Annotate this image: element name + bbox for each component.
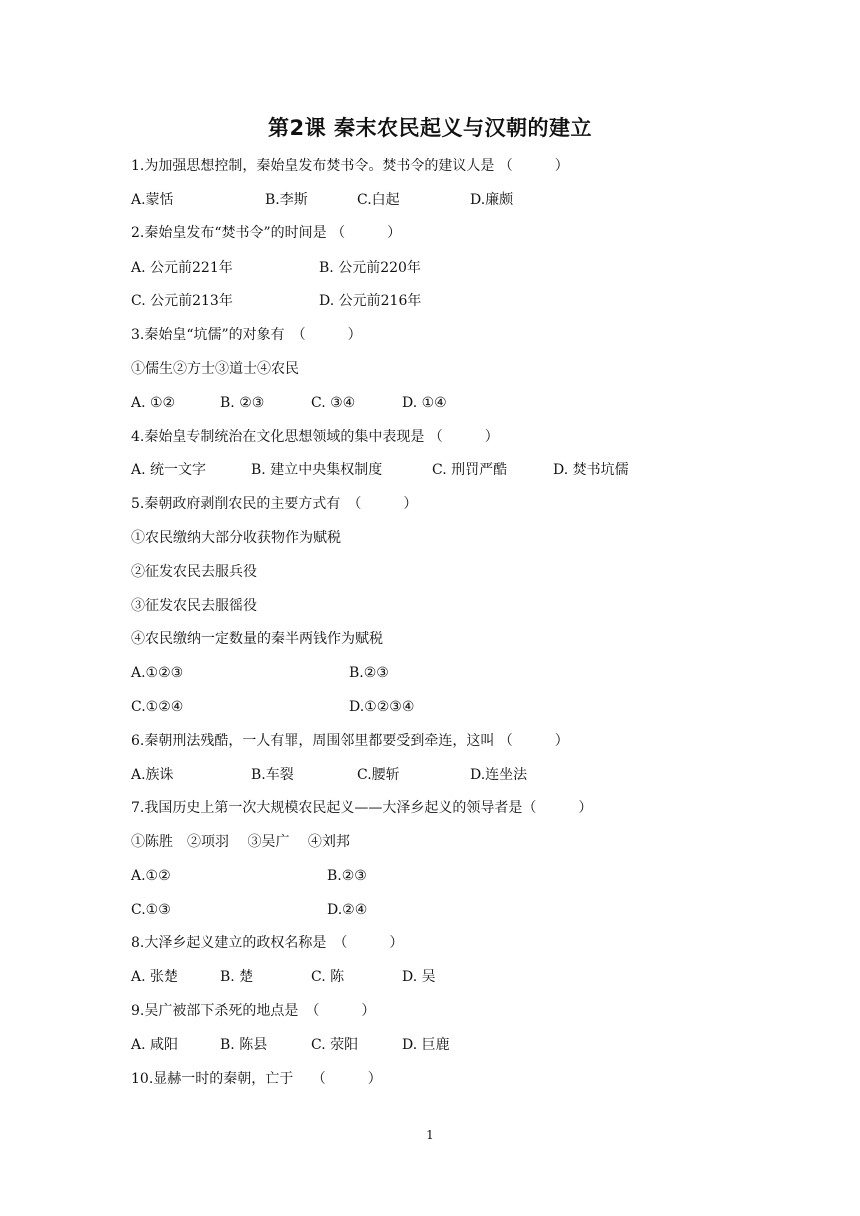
option-a: A. 咸阳 [131,1037,179,1053]
option-d: D. ①④ [402,395,447,411]
option-a: A. ①② [131,395,176,411]
question-5-item-2: ②征发农民去服兵役 [131,564,257,580]
question-4-stem: 4.秦始皇专制统治在文化思想领域的集中表现是 （ ） [131,429,499,445]
option-b: B.②③ [349,665,389,681]
option-c: C.白起 [357,192,400,208]
question-2-options-row-1 [131,257,731,279]
question-7-options-row-2 [131,899,731,921]
question-5-options-row-2 [131,696,731,718]
question-7-item: ①陈胜 ②项羽 ③吴广 ④刘邦 [131,834,350,850]
question-1-stem: 1.为加强思想控制，秦始皇发布焚书令。焚书令的建议人是 （ ） [131,158,569,174]
option-a: A. 统一文字 [131,462,207,478]
option-c: C. 荥阳 [311,1037,359,1053]
option-c: C. ③④ [311,395,356,411]
question-9-stem: 9.吴广被部下杀死的地点是 （ ） [131,1003,376,1019]
question-10-stem: 10.显赫一时的秦朝，亡于 （ ） [131,1071,382,1087]
page-title: 第2课 秦末农民起义与汉朝的建立 [268,116,592,140]
option-a: A.族诛 [131,767,174,783]
question-2-stem: 2.秦始皇发布“焚书令”的时间是 （ ） [131,225,402,241]
question-6-options [131,764,731,786]
option-d: D. 巨鹿 [402,1037,450,1053]
question-4-options [131,459,731,481]
option-d: D.廉颇 [470,192,514,208]
question-3-stem: 3.秦始皇“坑儒”的对象有 （ ） [131,327,362,343]
option-d: D.①②③④ [349,699,415,715]
option-b: B. 楚 [220,969,254,985]
question-6-stem: 6.秦朝刑法残酷，一人有罪，周围邻里都要受到牵连，这叫 （ ） [131,733,569,749]
question-5-stem: 5.秦朝政府剥削农民的主要方式有 （ ） [131,496,418,512]
option-c: C. 公元前213年 [131,293,233,309]
question-8-options [131,966,731,988]
question-3-options [131,392,731,414]
question-7-stem: 7.我国历史上第一次大规模农民起义——大泽乡起义的领导者是（ ） [131,800,593,816]
option-a: A.①②③ [131,665,184,681]
question-5-options-row-1 [131,662,731,684]
option-d: D.②④ [327,902,368,918]
option-b: B.②③ [327,868,367,884]
question-8-stem: 8.大泽乡起义建立的政权名称是 （ ） [131,935,404,951]
option-d: D.连坐法 [470,767,528,783]
option-d: D. 公元前216年 [319,293,422,309]
question-7-options-row-1 [131,865,731,887]
question-3-item: ①儒生②方士③道士④农民 [131,361,299,377]
option-b: B.车裂 [251,767,294,783]
question-5-item-3: ③征发农民去服徭役 [131,598,257,614]
option-a: A. 公元前221年 [131,260,233,276]
option-b: B. ②③ [220,395,265,411]
question-2-options-row-2 [131,290,731,312]
option-d: D. 焚书坑儒 [553,462,629,478]
question-5-item-4: ④农民缴纳一定数量的秦半两钱作为赋税 [131,631,383,647]
option-b: B.李斯 [265,192,308,208]
page-number: 1 [426,1128,434,1142]
option-a: A.①② [131,868,171,884]
option-a: A. 张楚 [131,969,179,985]
option-c: C.①②④ [131,699,184,715]
option-b: B. 陈县 [220,1037,268,1053]
question-9-options [131,1034,731,1056]
option-c: C.腰斩 [357,767,400,783]
option-c: C. 陈 [311,969,345,985]
option-d: D. 吴 [402,969,436,985]
option-b: B. 公元前220年 [319,260,421,276]
option-b: B. 建立中央集权制度 [251,462,383,478]
option-a: A.蒙恬 [131,192,174,208]
question-1-options [131,189,731,211]
question-5-item-1: ①农民缴纳大部分收获物作为赋税 [131,530,341,546]
option-c: C.①③ [131,902,171,918]
option-c: C. 刑罚严酷 [432,462,508,478]
